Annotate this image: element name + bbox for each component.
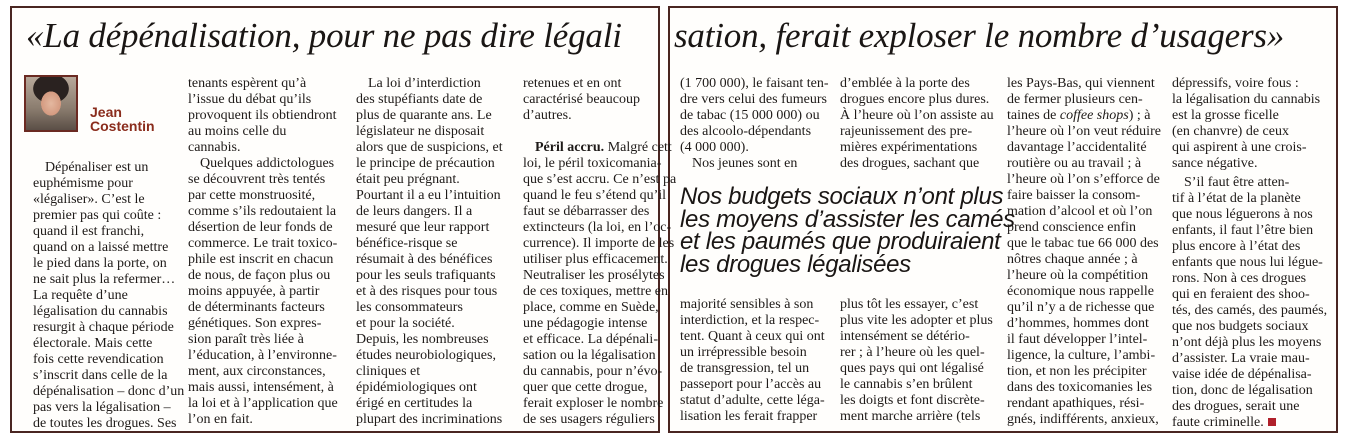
text-line: sion paraît très liée à <box>188 332 304 347</box>
text-line: prend conscience enfin <box>1007 220 1137 235</box>
text-line: au moins celle du <box>188 124 287 139</box>
text-line: extincteurs (la loi, en l’oc- <box>523 220 672 235</box>
text-line: resurgit à chaque période <box>33 320 174 335</box>
text-line: des alcoolo-dépendants <box>680 124 812 139</box>
text-line: le pied dans la porte, on <box>33 256 167 271</box>
text-line: législateur ne disposait <box>356 124 485 139</box>
text-line: (1 700 000), le faisant ten- <box>680 76 829 91</box>
text-line: la loi et à l’application que <box>188 396 338 411</box>
text-line: rendant apathiques, rési- <box>1007 396 1145 411</box>
text-line: faire baisser la consom- <box>1007 188 1141 203</box>
text-line: ment, aux circonstances, <box>188 364 326 379</box>
end-of-article-square-icon <box>1268 418 1276 426</box>
text-line: faut se débarrasser des <box>523 204 650 219</box>
text-line: le cannabis s’en brûlent <box>840 377 973 392</box>
italic-term: coffee shops <box>1059 108 1129 123</box>
text-line: se découvrent très tentés <box>188 172 326 187</box>
pull-quote-line: les moyens d’assister les camés <box>680 205 1015 233</box>
text-line: l’heure où la compétition <box>1007 268 1149 283</box>
text-line: vaise idée de dépénalisa- <box>1172 367 1312 382</box>
text-line: désertion de leur fonds de <box>188 220 333 235</box>
text-line: des drogues, serait une <box>1172 399 1300 414</box>
text-line: est la grosse ficelle <box>1172 108 1279 123</box>
text-line: passeport pour l’accès au <box>680 377 822 392</box>
text-line: dre vers celui des fumeurs <box>680 92 827 107</box>
text-line: premier pas qui coûte : <box>33 208 162 223</box>
text-line: quer que cette drogue, <box>523 380 648 395</box>
text-line: mières expérimentations <box>840 140 978 155</box>
text-line: rer ; à l’heure où les quel- <box>840 345 985 360</box>
text-line: interdiction, et la respec- <box>680 313 820 328</box>
text-line: un irrépressible besoin <box>680 345 807 360</box>
text-line: quand on a laissé mettre <box>33 240 169 255</box>
text-line: (4 000 000). <box>680 140 749 155</box>
text-line: tés, des camés, des paumés, <box>1172 303 1328 318</box>
text-line: que s’est accru. Ce n’est pa <box>523 172 677 187</box>
text-line: phile est inscrit en chacun <box>188 252 334 267</box>
text-line: études neurobiologiques, <box>356 348 496 363</box>
text-line: tif à l’état de la planète <box>1172 191 1301 206</box>
pull-quote-line: Nos budgets sociaux n’ont plus <box>680 183 1004 210</box>
text-line: résumait à des bénéfices <box>356 252 493 267</box>
text-line: et efficace. La dépénali- <box>523 332 658 347</box>
text-line: plus de quarante ans. Le <box>356 108 492 123</box>
text-line: de toutes les drogues. Ses <box>33 416 177 431</box>
text-line: l’on en fait. <box>188 412 253 427</box>
text-line: faute criminelle. <box>1172 415 1276 431</box>
text-line: dépressifs, voire fous : <box>1172 76 1299 91</box>
text-line: du cannabis, pour n’évo- <box>523 364 663 379</box>
text-line: ferait exploser le nombre <box>523 396 664 411</box>
subhead: Péril accru. <box>535 140 605 155</box>
text-line: les consommateurs <box>356 300 463 315</box>
text-line <box>523 140 672 156</box>
text-line: une pédagogie intense <box>523 316 648 331</box>
text-line: (en chanvre) de ceux <box>1172 124 1289 139</box>
text-line: l’éducation, à l’environne- <box>188 348 337 363</box>
text-line: loi, le péril toxicomania- <box>523 156 662 171</box>
text-line: provoquent ils obtiendront <box>188 108 337 123</box>
text-line: il faut développer l’intel- <box>1007 332 1148 347</box>
text-line: la légalisation du cannabis <box>1172 92 1321 107</box>
text-line: «légaliser». C’est le <box>33 192 145 207</box>
headline-left: «La dépénalisation, pour ne pas dire légali <box>26 16 622 55</box>
text-run: Malgré cett <box>604 140 672 155</box>
text-line: plus encore à l’état des <box>1172 239 1301 254</box>
text-line: que nos budgets sociaux <box>1172 319 1309 334</box>
text-line: le principe de précaution <box>356 156 495 171</box>
text-line: l’heure où l’on veut réduire <box>1007 124 1161 139</box>
text-line: quand il est franchi, <box>33 224 145 239</box>
text-line: drogues encore plus dures. <box>840 92 990 107</box>
text-line: gnés, indifférents, anxieux, <box>1007 412 1159 427</box>
author-last-name: Costentin <box>90 118 155 134</box>
pull-quote-line: les drogues légalisées <box>680 250 911 278</box>
text-line: tion, donc de légalisation <box>1172 383 1313 398</box>
text-line: nôtres chaque année ; à <box>1007 252 1138 267</box>
text-line: les doigts et font discrète- <box>840 393 985 408</box>
text-line: Nos jeunes sont en <box>692 156 798 171</box>
text-line: currence). Il importe de les <box>523 236 675 251</box>
text-line: pour les seuls trafiquants <box>356 268 496 283</box>
text-line: que nous léguerons à nos <box>1172 207 1313 222</box>
text-line: comme s’ils redoutaient la <box>188 204 337 219</box>
text-line: plupart des incriminations <box>356 412 503 427</box>
text-line: pas vers la légalisation – <box>33 400 171 415</box>
text-line: des stupéfiants date de <box>356 92 483 107</box>
text-line: de transgression, tel un <box>680 361 810 376</box>
pull-quote <box>680 183 1015 278</box>
text-line: routière ou au travail ; à <box>1007 156 1142 171</box>
text-line: davantage l’accidentalité <box>1007 140 1147 155</box>
text-line: électorale. Mais cette <box>33 336 153 351</box>
text-line: de ses usagers réguliers <box>523 412 655 427</box>
author-first-name: Jean <box>90 104 122 120</box>
text-line: plus vite les adopter et plus <box>840 313 993 328</box>
author-photo <box>24 75 78 132</box>
text-line: sation ou la légalisation <box>523 348 656 363</box>
text-line: taines de coffee shops) ; à <box>1007 108 1151 123</box>
text-line: de nous, de façon plus ou <box>188 268 331 283</box>
text-line: utiliser plus efficacement. <box>523 252 668 267</box>
text-line: Depuis, les nombreuses <box>356 332 489 347</box>
text-line: cannabis. <box>188 140 241 155</box>
text-line: statut d’adulte, cette léga- <box>680 393 825 408</box>
text-line: majorité sensibles à son <box>680 297 814 312</box>
text-line: qui en feraient des shoo- <box>1172 287 1310 302</box>
text-line: À l’heure où l’on assiste au <box>840 108 994 123</box>
text-line: tent. Quant à ceux qui ont <box>680 329 825 344</box>
text-line: La loi d’interdiction <box>368 76 481 91</box>
text-line: épidémiologiques ont <box>356 380 477 395</box>
text-line: La requête d’une <box>33 288 128 303</box>
text-line: mesuré que leur rapport <box>356 220 490 235</box>
text-line: ques pays qui ont légalisé <box>840 361 984 376</box>
text-line: tenants espèrent qu’à <box>188 76 307 91</box>
text-line: mation d’alcool et où l’on <box>1007 204 1153 219</box>
headline-right: sation, ferait exploser le nombre d’usagers» <box>674 16 1285 55</box>
text-line: mais aussi, intensément, à <box>188 380 334 395</box>
text-line: tion, et non les précipiter <box>1007 364 1147 379</box>
text-line: retenues et en ont <box>523 76 622 91</box>
text-line: ligence, la culture, l’ambi- <box>1007 348 1156 363</box>
text-line: de déterminants facteurs <box>188 300 325 315</box>
text-line: d’autres. <box>523 108 572 123</box>
text-line: ne sait plus la refermer… <box>33 272 176 287</box>
text-line: économique nous rappelle <box>1007 284 1154 299</box>
text-line: place, comme en Suède, <box>523 300 659 315</box>
text-line: qui aspirent à une crois- <box>1172 140 1307 155</box>
text-line: Pourtant il a eu l’intuition <box>356 188 501 203</box>
text-line: Quelques addictologues <box>200 156 335 171</box>
text-line: les Pays-Bas, qui viennent <box>1007 76 1155 91</box>
text-line: dépénalisation – donc d’un <box>33 384 185 399</box>
pull-quote-line: et les paumés que produiraient <box>680 228 1001 255</box>
text-line: par cette monstruosité, <box>188 188 316 203</box>
text-line: légalisation du cannabis <box>33 304 168 319</box>
text-line: l’issue du débat qu’ils <box>188 92 312 107</box>
text-line: quand le feu s’étend qu’il <box>523 188 667 203</box>
text-line: que le tabac tue 66 000 des <box>1007 236 1159 251</box>
text-line: de ces toxiques, mettre en <box>523 284 669 299</box>
text-line: de tabac (15 000 000) ou <box>680 108 820 123</box>
text-line: ment marche arrière (tels <box>840 409 981 424</box>
text-line: Neutraliser les prosélytes <box>523 268 665 283</box>
text-line: Dépénaliser est un <box>45 160 149 175</box>
text-line: moins appuyée, à partir <box>188 284 320 299</box>
text-line: alors que de suspicions, et <box>356 140 503 155</box>
text-line: d’assister. La vraie mau- <box>1172 351 1310 366</box>
text-line: rons. Non à ces drogues <box>1172 271 1307 286</box>
text-line: dans des toxicomanies les <box>1007 380 1153 395</box>
text-line: de fermer plusieurs cen- <box>1007 92 1143 107</box>
text-line: fois cette revendication <box>33 352 164 367</box>
author-byline <box>90 105 155 133</box>
text-line: bénéfice-risque se <box>356 236 458 251</box>
text-line: et pour la société. <box>356 316 455 331</box>
text-line: enfants que nous lui légue- <box>1172 255 1323 270</box>
text-line: intensément se détério- <box>840 329 970 344</box>
text-line: caractérisé beaucoup <box>523 92 640 107</box>
text-line: érigé en certitudes la <box>356 396 473 411</box>
text-line: qu’il n’y a de richesse que <box>1007 300 1155 315</box>
text-line: rajeunissement des pre- <box>840 124 973 139</box>
text-line: était peu prégnant. <box>356 172 460 187</box>
text-line: commerce. Le trait toxico- <box>188 236 338 251</box>
text-line: plus tôt les essayer, c’est <box>840 297 979 312</box>
text-line: s’inscrit dans celle de la <box>33 368 168 383</box>
text-line: et à des risques pour tous <box>356 284 498 299</box>
text-line: des drogues, sachant que <box>840 156 980 171</box>
text-line: cliniques et <box>356 364 421 379</box>
text-line: euphémisme pour <box>33 176 133 191</box>
text-line: lisation les ferait frapper <box>680 409 818 424</box>
text-line: de leurs dangers. Il a <box>356 204 473 219</box>
text-line: génétiques. Son expres- <box>188 316 322 331</box>
text-line: n’ont déjà plus les moyens <box>1172 335 1322 350</box>
text-line: d’emblée à la porte des <box>840 76 970 91</box>
text-line: enfants, il faut l’être bien <box>1172 223 1314 238</box>
text-line: d’hommes, hommes dont <box>1007 316 1149 331</box>
text-line: l’heure où l’on s’efforce de <box>1007 172 1160 187</box>
text-line: sance négative. <box>1172 156 1258 171</box>
text-line: S’il faut être atten- <box>1184 175 1290 190</box>
